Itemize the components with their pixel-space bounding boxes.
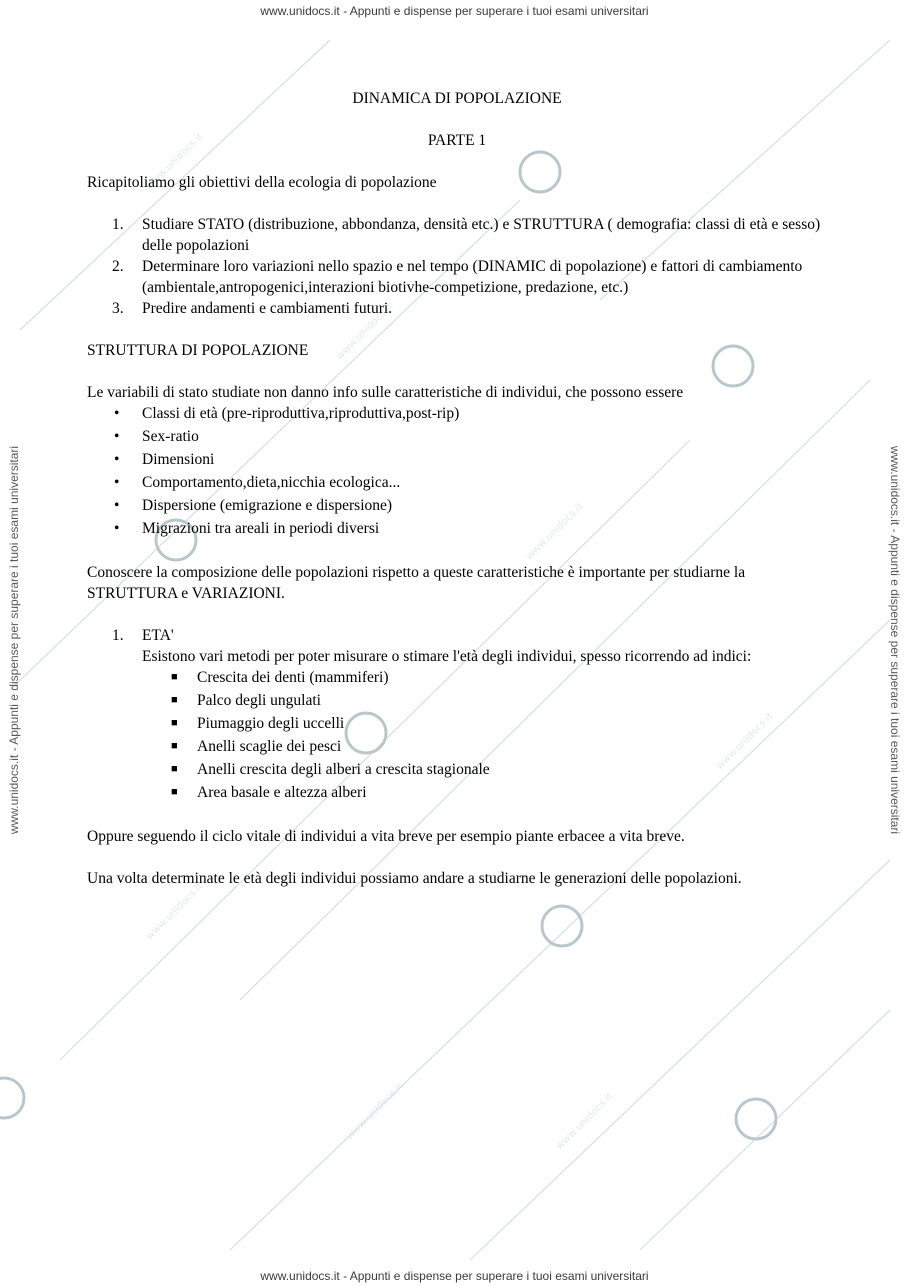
objective-number: 3. — [112, 300, 124, 317]
age-index-text: Piumaggio degli uccelli — [197, 715, 345, 732]
svg-text:www.unidocs.it: www.unidocs.it — [344, 1081, 406, 1143]
characteristic-item — [87, 403, 827, 424]
bullet-icon: • — [114, 451, 120, 468]
objective-text: Predire andamenti e cambiamenti futuri. — [142, 300, 393, 317]
svg-text:www.unidocs.it: www.unidocs.it — [714, 711, 776, 773]
age-title: ETA' — [142, 627, 174, 644]
age-index-item — [87, 667, 827, 688]
objective-item — [87, 214, 827, 256]
bullet-icon: • — [114, 497, 120, 514]
characteristic-text: Dimensioni — [142, 451, 215, 468]
age-index-text: Anelli scaglie dei pesci — [197, 738, 342, 755]
objective-text: Studiare STATO (distribuzione, abbondanza, densità etc.) e STRUTTURA ( demografia: classi di età e sesso) delle popolazioni — [142, 216, 821, 254]
age-index-item — [87, 713, 827, 734]
age-index-text: Palco degli ungulati — [197, 692, 321, 709]
characteristic-text: Dispersione (emigrazione e dispersione) — [142, 497, 393, 514]
square-bullet-icon: ■ — [171, 740, 178, 752]
svg-text:www.unidocs.it: www.unidocs.it — [554, 1091, 616, 1153]
bullet-icon: • — [114, 428, 120, 445]
svg-text:www.unidocs.it: www.unidocs.it — [334, 301, 396, 363]
objectives-list — [87, 214, 827, 319]
characteristic-text: Comportamento,dieta,nicchia ecologica... — [142, 474, 401, 491]
square-bullet-icon: ■ — [171, 763, 178, 775]
square-bullet-icon: ■ — [171, 671, 178, 683]
characteristic-item — [87, 449, 827, 470]
objective-item — [87, 298, 827, 319]
objective-text: Determinare loro variazioni nello spazio e nel tempo (DINAMIC di popolazione) e fattori di cambiamento (ambientale,antropogenici,interazioni biotivhe-competizione, predazione, etc.) — [142, 258, 803, 296]
age-index-text: Crescita dei denti (mammiferi) — [197, 669, 389, 686]
intro-paragraph: Ricapitoliamo gli obiettivi della ecologia di popolazione — [87, 174, 437, 191]
characteristic-item — [87, 472, 827, 493]
svg-text:www.unidocs.it: www.unidocs.it — [524, 501, 586, 563]
bullet-icon: • — [114, 405, 120, 422]
closing-paragraph: Una volta determinate le età degli individui possiamo andare a studiarne le generazioni delle popolazioni. — [87, 870, 742, 887]
characteristic-text: Classi di età (pre-riproduttiva,riproduttiva,post-rip) — [142, 405, 460, 422]
logo-icon — [542, 906, 582, 946]
square-bullet-icon: ■ — [171, 694, 178, 706]
section-heading: STRUTTURA DI POPOLAZIONE — [87, 342, 309, 359]
characteristic-text: Sex-ratio — [142, 428, 199, 445]
watermark-footer[interactable]: www.unidocs.it - Appunti e dispense per superare i tuoi esami universitari — [260, 1269, 649, 1283]
age-index-text: Anelli crescita degli alberi a crescita stagionale — [197, 761, 490, 778]
watermark-side-left: www.unidocs.it - Appunti e dispense per superare i tuoi esami universitari — [7, 445, 21, 835]
characteristic-text: Migrazioni tra areali in periodi diversi — [142, 520, 380, 537]
objective-item — [87, 256, 827, 298]
bullet-icon: • — [114, 474, 120, 491]
age-item — [87, 625, 827, 667]
square-bullet-icon: ■ — [171, 786, 178, 798]
document-subtitle: PARTE 1 — [427, 132, 487, 149]
age-description: Esistono vari metodi per poter misurare o stimare l'età degli individui, spesso ricorrendo ad indici: — [142, 648, 752, 665]
composition-paragraph: Conoscere la composizione delle popolazioni rispetto a queste caratteristiche è importante per studiarne la STRUTTURA e VARIAZIONI. — [87, 564, 746, 602]
svg-text:www.unidocs.it: www.unidocs.it — [144, 881, 206, 943]
logo-icon — [736, 1099, 776, 1139]
variables-intro: Le variabili di stato studiate non danno info sulle caratteristiche di individui, che possono essere — [87, 384, 684, 401]
age-index-item — [87, 782, 827, 803]
objective-number: 1. — [112, 216, 124, 233]
age-index-text: Area basale e altezza alberi — [197, 784, 367, 801]
characteristic-item — [87, 518, 827, 539]
age-index-item — [87, 759, 827, 780]
characteristics-list — [87, 403, 827, 539]
age-index-item — [87, 736, 827, 757]
age-indices-list — [87, 667, 827, 803]
objective-number: 2. — [112, 258, 124, 275]
square-bullet-icon: ■ — [171, 717, 178, 729]
age-index-item — [87, 690, 827, 711]
bullet-icon: • — [114, 520, 120, 537]
characteristic-item — [87, 495, 827, 516]
document-title: DINAMICA DI POPOLAZIONE — [352, 90, 562, 107]
logo-icon — [0, 1078, 24, 1118]
age-number: 1. — [112, 627, 124, 644]
svg-text:www.unidocs.it: www.unidocs.it — [144, 131, 206, 193]
characteristic-item — [87, 426, 827, 447]
alternative-paragraph: Oppure seguendo il ciclo vitale di individui a vita breve per esempio piante erbacee a vita breve. — [87, 828, 685, 845]
document-body — [87, 88, 827, 889]
watermark-side-right: www.unidocs.it - Appunti e dispense per superare i tuoi esami universitari — [888, 445, 902, 835]
watermark-header[interactable]: www.unidocs.it - Appunti e dispense per superare i tuoi esami universitari — [260, 4, 649, 18]
